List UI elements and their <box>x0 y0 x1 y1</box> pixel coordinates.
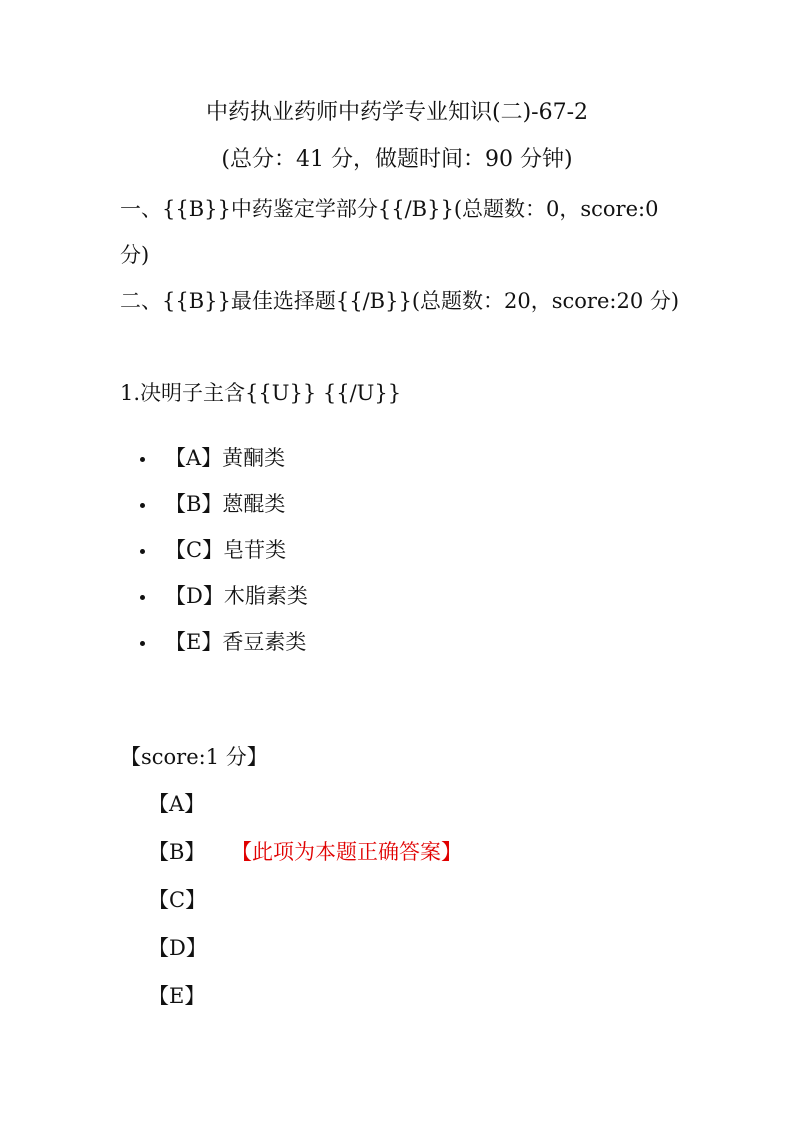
answer-label: 【E】 <box>148 984 206 1008</box>
answer-label: 【B】 <box>148 840 206 864</box>
bullet-icon <box>140 549 145 554</box>
document-subtitle: (总分：41 分，做题时间：90 分钟) <box>221 147 573 172</box>
option-label: 【A】黄酮类 <box>165 446 286 470</box>
option-label: 【B】蒽醌类 <box>165 492 286 516</box>
answer-label: 【A】 <box>148 792 206 816</box>
option-a <box>140 443 308 489</box>
section-heading-2: 二、{{B}}最佳选择题{{/B}}(总题数：20，score:20 分) <box>120 289 680 313</box>
bullet-icon <box>140 503 145 508</box>
answer-row-d <box>148 933 207 981</box>
bullet-icon <box>140 641 145 646</box>
answer-row-a <box>148 789 207 837</box>
option-label: 【E】香豆素类 <box>165 630 307 654</box>
option-list <box>140 443 308 673</box>
answer-list <box>148 789 462 1029</box>
bullet-icon <box>140 595 145 600</box>
question-score: 【score:1 分】 <box>120 745 268 769</box>
option-e <box>140 627 308 673</box>
answer-row-c <box>148 885 207 933</box>
option-c <box>140 535 308 581</box>
bullet-icon <box>140 457 145 462</box>
question-stem: 1.决明子主含{{U}} {{/U}} <box>120 381 402 405</box>
option-d <box>140 581 308 627</box>
correct-answer-mark: 【此项为本题正确答案】 <box>231 840 462 864</box>
answer-row-b <box>148 837 462 885</box>
section-heading-1: 一、{{B}}中药鉴定学部分{{/B}}(总题数：0，score:0 分) <box>120 197 659 267</box>
answer-label: 【C】 <box>148 888 207 912</box>
option-label: 【D】木脂素类 <box>165 584 308 608</box>
answer-row-e <box>148 981 207 1029</box>
answer-label: 【D】 <box>148 936 207 960</box>
document-title: 中药执业药师中药学专业知识(二)-67-2 <box>205 100 589 125</box>
option-label: 【C】皂苷类 <box>165 538 287 562</box>
option-b <box>140 489 308 535</box>
